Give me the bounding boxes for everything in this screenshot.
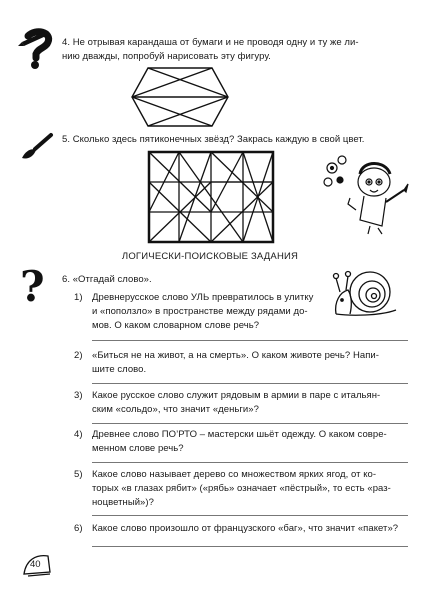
question-mark-icon: ?	[20, 262, 45, 311]
item5-line1: Какое слово называет дерево со множеством ярких ягод, от ко-	[92, 469, 377, 480]
pencil-question-icon	[18, 30, 52, 70]
item5-line3: ноцветный»)?	[92, 497, 154, 508]
item-number: 4)	[74, 429, 83, 440]
answer-line-1[interactable]	[92, 340, 408, 341]
item-number: 1)	[74, 292, 83, 303]
hexagon-figure	[130, 66, 230, 128]
page-number: 40	[30, 559, 41, 570]
item4-line1: Древнее слово ПО’РТО – мастерски шьёт одежду. О каком совре-	[92, 429, 387, 440]
task5-text: 5. Сколько здесь пятиконечных звёзд? Закрась каждую в свой цвет.	[62, 134, 365, 145]
item-number: 5)	[74, 469, 83, 480]
answer-line-5[interactable]	[92, 515, 408, 516]
item1-line2: и «поползло» в пространстве между рядами до-	[92, 306, 308, 317]
section-heading: ЛОГИЧЕСКИ-ПОИСКОВЫЕ ЗАДАНИЯ	[121, 251, 299, 262]
item1-line3: мов. О каком словарном слове речь?	[92, 320, 260, 331]
item2-line1: «Биться не на живот, а на смерть». О каком животе речь? Напи-	[92, 350, 379, 361]
item-number: 6)	[74, 523, 83, 534]
answer-line-3[interactable]	[92, 423, 408, 424]
task6-title: 6. «Отгадай слово».	[62, 274, 152, 285]
item6-line1: Какое слово произошло от французского «баг», что значит «пакет»?	[92, 523, 399, 534]
item2-line2: шите слово.	[92, 364, 147, 375]
item3-line2: ским «сольдо», что значит «деньги»?	[92, 404, 259, 415]
item-number: 2)	[74, 350, 83, 361]
answer-line-4[interactable]	[92, 462, 408, 463]
item1-line1: Древнерусское слово УЛЬ превратилось в улитку	[92, 292, 314, 303]
item5-line2: торых «в глазах рябит» («рябь» означает «пёстрый», то есть «раз-	[92, 483, 391, 494]
snail-illustration	[330, 256, 400, 320]
answer-line-6[interactable]	[92, 546, 408, 547]
task4-text-line2: нию дважды, попробуй нарисовать эту фигуру.	[62, 51, 271, 62]
item-number: 3)	[74, 390, 83, 401]
item4-line2: менном слове речь?	[92, 443, 184, 454]
paintbrush-icon	[20, 132, 54, 162]
item3-line1: Какое русское слово служит рядовым в армии в паре с итальян-	[92, 390, 381, 401]
girl-illustration	[320, 150, 410, 236]
stars-figure	[148, 151, 274, 243]
answer-line-2[interactable]	[92, 383, 408, 384]
task4-text-line1: 4. Не отрывая карандаша от бумаги и не проводя одну и ту же ли-	[62, 37, 359, 48]
